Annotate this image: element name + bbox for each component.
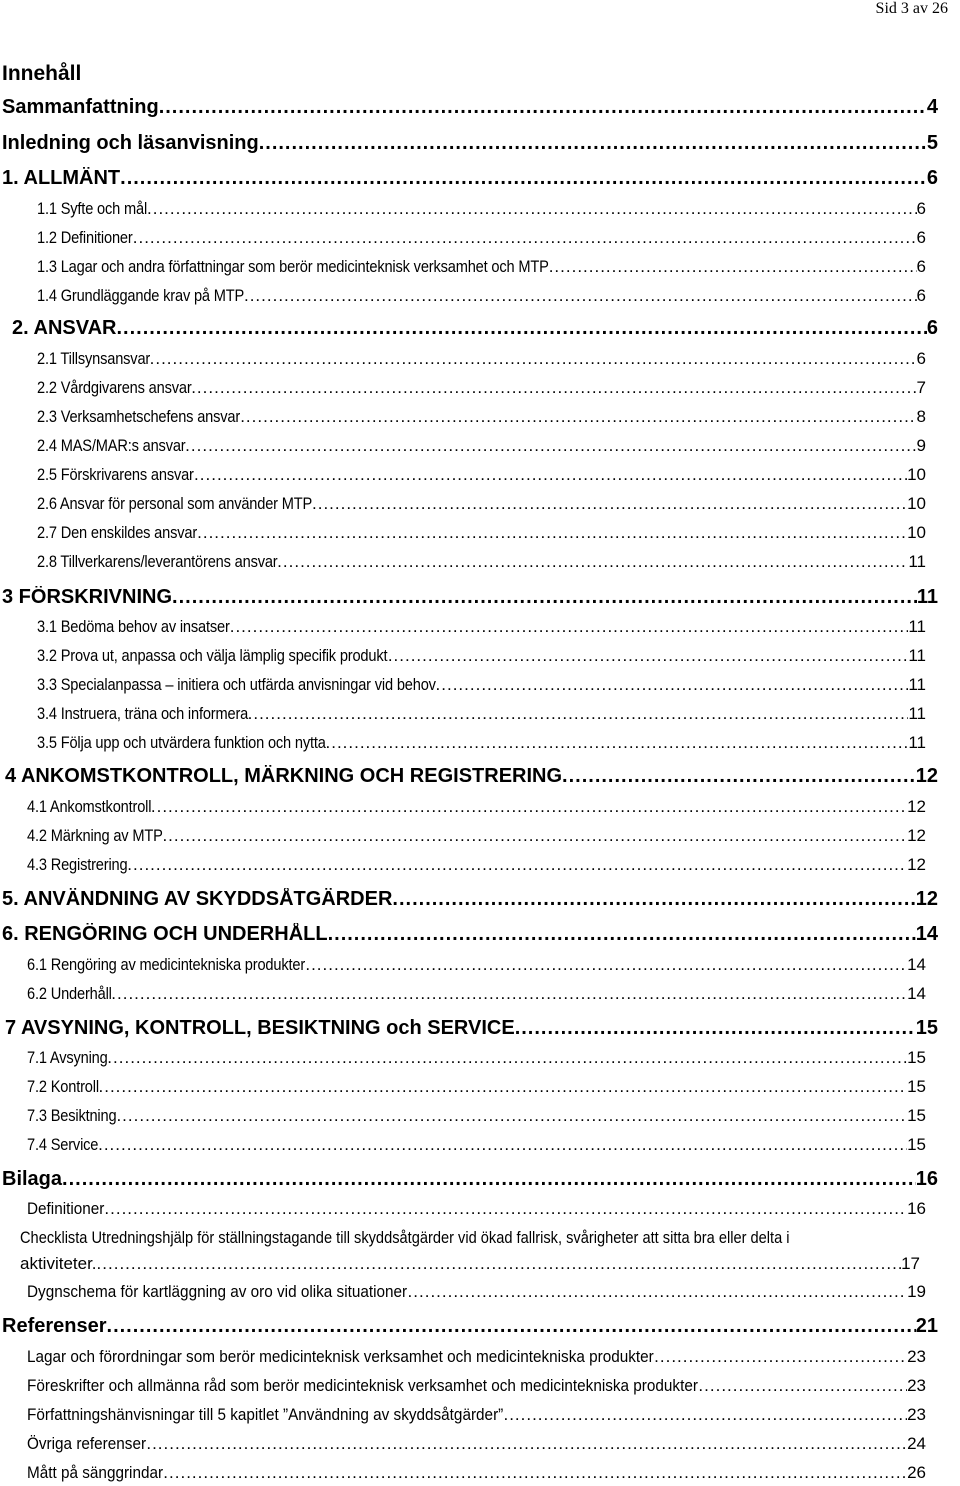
toc-entry-title: Inledning och läsanvisning	[2, 132, 259, 154]
toc-entry-title: Bilaga	[2, 1168, 63, 1190]
toc-entry-page: 11	[908, 675, 926, 694]
dot-leader	[133, 228, 917, 248]
toc-entry[interactable]	[37, 494, 926, 514]
toc-entry-title: Författningshänvisningar till 5 kapitlet ”Användning av skyddsåtgärder”	[27, 1405, 504, 1424]
toc-entry-page: 10	[907, 494, 926, 513]
toc-entry-title: Föreskrifter och allmänna råd som berör medicinteknisk verksamhet och medicintekniska produkter	[27, 1376, 698, 1395]
toc-entry[interactable]	[27, 955, 926, 975]
toc-entry-title: Mått på sänggrindar	[27, 1463, 164, 1482]
toc-entry-title: 4.3 Registrering	[27, 855, 128, 874]
dot-leader	[163, 1463, 907, 1483]
toc-entry[interactable]	[27, 984, 926, 1004]
toc-entry[interactable]	[27, 826, 926, 846]
toc-entry-title: Dygnschema för kartläggning av oro vid olika situationer	[27, 1282, 408, 1301]
toc-entry-title: 6. RENGÖRING OCH UNDERHÅLL	[2, 923, 328, 945]
toc-entry[interactable]	[37, 704, 926, 724]
dot-leader	[259, 132, 927, 155]
dot-leader	[120, 167, 927, 190]
dot-leader	[150, 349, 917, 369]
dot-leader	[194, 465, 907, 485]
toc-entry-title: 7.4 Service	[27, 1135, 99, 1154]
toc-entry-page: 15	[907, 1135, 926, 1154]
toc-entry-title: 1.1 Syfte och mål	[37, 199, 148, 218]
toc-entry-title: 4.1 Ankomstkontroll	[27, 797, 152, 816]
toc-entry-page: 6	[926, 167, 938, 189]
toc-entry-title: 7.2 Kontroll	[27, 1077, 99, 1096]
dot-leader	[388, 646, 909, 666]
dot-leader	[305, 955, 907, 975]
toc-entry-page: 9	[916, 436, 926, 455]
dot-leader	[97, 1254, 902, 1274]
dot-leader	[197, 523, 907, 543]
toc-entry-page: 24	[907, 1434, 926, 1453]
toc-entry-title: 1.2 Definitioner	[37, 228, 133, 247]
toc-entry-title: 2.5 Förskrivarens ansvar	[37, 465, 194, 484]
toc-entry-title: 1.3 Lagar och andra författningar som berör medicinteknisk verksamhet och MTP	[37, 257, 549, 276]
toc-entry-page: 23	[907, 1347, 926, 1366]
toc-entry[interactable]	[27, 1135, 926, 1155]
toc-entry-title: 2. ANSVAR	[12, 317, 117, 339]
page-indicator: Sid 3 av 26	[875, 0, 948, 17]
toc-entry-page: 10	[907, 465, 926, 484]
toc-entry-title: 1.4 Grundläggande krav på MTP	[37, 286, 245, 305]
toc-entry[interactable]	[27, 1376, 926, 1396]
toc-entry-title: 4.2 Märkning av MTP	[27, 826, 163, 845]
toc-entry[interactable]	[37, 199, 926, 219]
toc-entry-title: 2.3 Verksamhetschefens ansvar	[37, 407, 241, 426]
toc-entry-page: 12	[907, 855, 926, 874]
dot-leader	[408, 1282, 908, 1302]
dot-leader	[151, 797, 907, 817]
toc-entry[interactable]	[37, 407, 926, 427]
dot-leader	[562, 765, 916, 788]
toc-entry[interactable]	[37, 733, 926, 753]
toc-entry-title: 6.2 Underhåll	[27, 984, 112, 1003]
toc-entry[interactable]	[27, 1434, 926, 1454]
dot-leader	[107, 1048, 907, 1068]
toc-entry-title: 3 FÖRSKRIVNING	[2, 586, 173, 608]
toc-entry[interactable]	[37, 675, 926, 695]
toc-entry-title: 2.6 Ansvar för personal som använder MTP	[37, 494, 313, 513]
toc-entry[interactable]	[27, 1405, 926, 1425]
dot-leader	[244, 286, 917, 306]
toc-entry[interactable]	[2, 132, 938, 155]
toc-entry[interactable]	[27, 1048, 926, 1068]
dot-leader	[99, 1077, 908, 1097]
toc-entry-title: 7.3 Besiktning	[27, 1106, 117, 1125]
dot-leader	[654, 1347, 907, 1367]
toc-entry-title: 2.1 Tillsynsansvar	[37, 349, 151, 368]
toc-entry-page: 6	[916, 286, 926, 305]
dot-leader	[146, 1434, 907, 1454]
toc-entry-page: 11	[908, 552, 926, 571]
toc-entry-page: 11	[908, 646, 926, 665]
toc-entry[interactable]	[37, 436, 926, 456]
toc-entry[interactable]	[37, 646, 926, 666]
dot-leader	[162, 826, 907, 846]
dot-leader	[127, 855, 907, 875]
dot-leader	[698, 1376, 907, 1396]
toc-entry-page: 14	[915, 923, 938, 945]
toc-entry[interactable]	[37, 286, 926, 306]
toc-entry[interactable]	[2, 923, 938, 946]
toc-entry-page: 5	[926, 132, 938, 154]
toc-entry[interactable]	[37, 617, 926, 637]
dot-leader	[240, 407, 916, 427]
toc-entry[interactable]	[27, 1077, 926, 1097]
dot-leader	[248, 704, 909, 724]
toc-entry-page: 7	[916, 378, 926, 397]
dot-leader	[116, 317, 926, 340]
toc-entry[interactable]	[37, 228, 926, 248]
dot-leader	[191, 378, 916, 398]
toc-entry-page: 11	[908, 617, 926, 636]
toc-entry-title: 5. ANVÄNDNING AV SKYDDSÅTGÄRDER	[2, 888, 393, 910]
dot-leader	[111, 984, 907, 1004]
dot-leader	[328, 923, 916, 946]
toc-entry[interactable]	[2, 167, 938, 190]
toc-entry[interactable]	[27, 797, 926, 817]
toc-entry-title: Referenser	[2, 1315, 107, 1337]
toc-entry[interactable]	[2, 586, 938, 609]
toc-entry[interactable]	[2, 1168, 938, 1191]
toc-entry-page: 10	[907, 523, 926, 542]
toc-entry[interactable]	[37, 552, 926, 572]
toc-entry[interactable]	[2, 888, 938, 911]
toc-entry-page: 11	[908, 733, 926, 752]
dot-leader	[312, 494, 907, 514]
dot-leader	[62, 1168, 916, 1191]
dot-leader	[503, 1405, 907, 1425]
toc-entry-page: 6	[916, 257, 926, 276]
toc-entry[interactable]	[37, 349, 926, 369]
toc-entry-title: 3.5 Följa upp och utvärdera funktion och nytta	[37, 733, 326, 752]
toc-heading: Innehåll	[2, 62, 82, 85]
toc-entry[interactable]	[2, 1315, 938, 1338]
toc-entry-page: 8	[916, 407, 926, 426]
toc-entry-title: 3.1 Bedöma behov av insatser	[37, 617, 230, 636]
dot-leader	[147, 199, 917, 219]
toc-entry[interactable]	[27, 1106, 926, 1126]
toc-entry-page: 16	[907, 1199, 926, 1218]
toc-entry[interactable]	[27, 1199, 926, 1219]
toc-entry-page: 15	[907, 1077, 926, 1096]
toc-entry-title: Definitioner	[27, 1199, 105, 1218]
toc-entry-page: 15	[907, 1106, 926, 1125]
toc-entry-page: 6	[916, 228, 926, 247]
toc-entry-title: Checklista Utredningshjälp för ställningstagande till skyddsåtgärder vid ökad fallrisk, svårigheter att sitta bra eller delta i	[20, 1228, 790, 1247]
toc-entry-title: 3.2 Prova ut, anpassa och välja lämplig specifik produkt	[37, 646, 388, 665]
toc-entry-page: 19	[907, 1282, 926, 1301]
dot-leader	[172, 586, 917, 609]
toc-entry[interactable]	[5, 765, 938, 788]
toc-entry-page: 23	[907, 1376, 926, 1395]
toc-entry-title: 3.4 Instruera, träna och informera	[37, 704, 249, 723]
toc-entry-page: 11	[908, 704, 926, 723]
dot-leader	[185, 436, 916, 456]
toc-entry[interactable]	[37, 523, 926, 543]
toc-entry[interactable]	[27, 1463, 926, 1483]
dot-leader	[104, 1199, 907, 1219]
toc-entry-page: 11	[916, 586, 938, 608]
toc-entry[interactable]	[27, 855, 926, 875]
toc-entry-title: 3.3 Specialanpassa – initiera och utfärda anvisningar vid behov	[37, 675, 436, 694]
toc-entry-page: 4	[926, 96, 938, 118]
toc-entry-page: 16	[915, 1168, 938, 1190]
toc-entry[interactable]	[27, 1282, 926, 1302]
toc-entry[interactable]	[27, 1347, 926, 1367]
toc-entry-page: 21	[915, 1315, 938, 1337]
toc-entry-page: 12	[907, 797, 926, 816]
dot-leader	[515, 1017, 916, 1040]
toc-entry-page: 26	[907, 1463, 926, 1482]
dot-leader	[436, 675, 909, 695]
toc-entry-title: Övriga referenser	[27, 1434, 147, 1453]
toc-entry-page: 12	[915, 888, 938, 910]
toc-entry-title: 7.1 Avsyning	[27, 1048, 108, 1067]
toc-entry-title: Lagar och förordningar som berör medicinteknisk verksamhet och medicintekniska produkter	[27, 1347, 654, 1366]
dot-leader	[116, 1106, 907, 1126]
toc-entry[interactable]	[37, 378, 926, 398]
toc-entry-page: 6	[916, 349, 926, 368]
toc-entry-page: 15	[907, 1048, 926, 1067]
toc-entry[interactable]	[5, 1017, 938, 1040]
dot-leader	[107, 1315, 916, 1338]
dot-leader	[392, 888, 915, 911]
toc-entry-page: 6	[926, 317, 938, 339]
toc-entry-page: 23	[907, 1405, 926, 1424]
toc-entry-page: 6	[916, 199, 926, 218]
toc-entry[interactable]	[12, 317, 938, 340]
toc-entry[interactable]	[2, 96, 938, 119]
toc-entry-title: Sammanfattning	[2, 96, 159, 118]
toc-entry-title: 2.8 Tillverkarens/leverantörens ansvar	[37, 552, 278, 571]
toc-entry[interactable]	[37, 257, 926, 277]
toc-entry-title: 2.7 Den enskildes ansvar	[37, 523, 198, 542]
toc-entry-page: 12	[915, 765, 938, 787]
toc-entry-page: 12	[907, 826, 926, 845]
toc-entry-title: 1. ALLMÄNT	[2, 167, 121, 189]
toc-entry-title-continued: aktiviteter.	[20, 1254, 97, 1273]
toc-entry-page: 14	[907, 955, 926, 974]
toc-entry[interactable]	[20, 1228, 940, 1274]
toc-entry-title: 2.2 Vårdgivarens ansvar	[37, 378, 192, 397]
toc-entry[interactable]	[37, 465, 926, 485]
toc-entry-title: 6.1 Rengöring av medicintekniska produkter	[27, 955, 306, 974]
toc-entry-page: 15	[915, 1017, 938, 1039]
toc-entry-title: 4 ANKOMSTKONTROLL, MÄRKNING OCH REGISTRERING	[5, 765, 563, 787]
dot-leader	[326, 733, 909, 753]
toc-entry-page: 17	[901, 1254, 920, 1273]
dot-leader	[159, 96, 927, 119]
dot-leader	[230, 617, 909, 637]
toc-entry-page: 14	[907, 984, 926, 1003]
dot-leader	[277, 552, 908, 572]
toc-entry-title: 2.4 MAS/MAR:s ansvar	[37, 436, 186, 455]
toc-entry-title: 7 AVSYNING, KONTROLL, BESIKTNING och SERVICE	[5, 1017, 515, 1039]
dot-leader	[98, 1135, 907, 1155]
dot-leader	[549, 257, 917, 277]
